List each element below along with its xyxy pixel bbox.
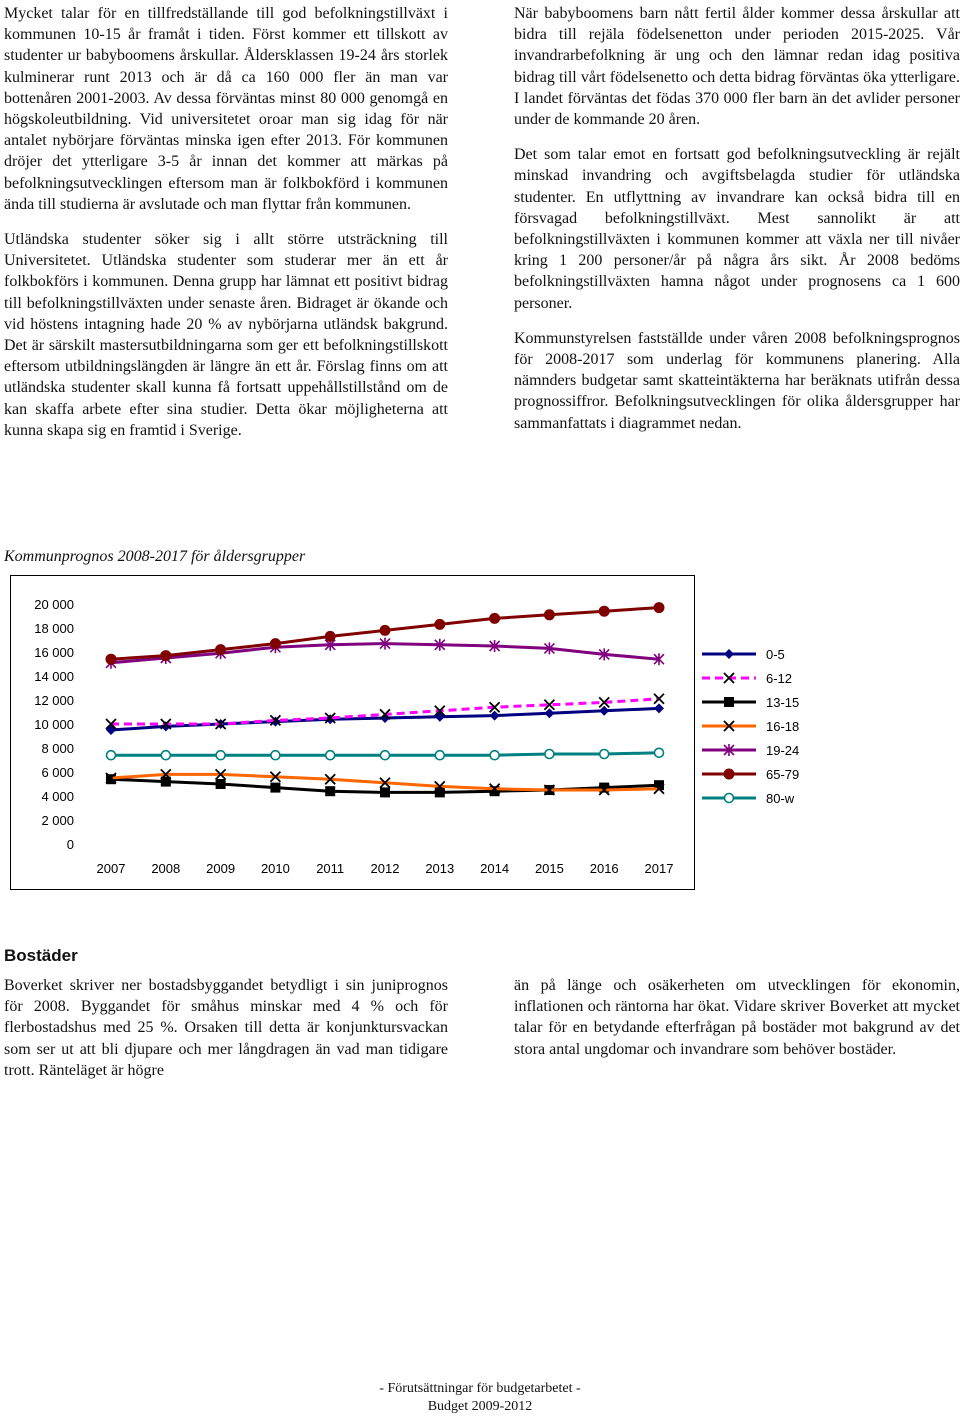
x-tick-label: 2012 [370, 861, 400, 876]
y-tick-label: 0 [66, 837, 74, 852]
legend-label-6-12: 6-12 [766, 671, 793, 686]
legend-marker-65-79 [724, 769, 735, 780]
data-point-13-15 [270, 783, 280, 793]
data-point-13-15 [380, 787, 390, 797]
x-tick-label: 2009 [206, 861, 236, 876]
right-paragraph-3: Kommunstyrelsen fastställde under våren 2008 befolkningsprognos för 2008-2017 som underlag för kommunens planering. Alla nämnders budgetar samt skatteintäkterna har beräknats utifrån dessa prognossiffror. Befolkningsutvecklingen för olika åldersgrupper har sammanfattats i diagrammet nedan. [514, 329, 960, 432]
data-point-65-79 [325, 631, 336, 642]
data-point-0-5 [654, 703, 664, 713]
y-tick-label: 20 000 [34, 597, 74, 612]
section-right-column [514, 975, 960, 1074]
data-point-65-79 [489, 613, 500, 624]
left-paragraph-2: Utländska studenter söker sig i allt större utsträckning till Universitetet. Utländska studenter som studerar mer än ett år folkbokförs i kommunen. Denna grupp har lämnat ett positivt bidrag till befolkningstillväxten under senaste åren. Bidraget är ökande och vid höstens intagning hade 20 % av nybörjarna utländsk bakgrund. Det är särskilt mastersutbildningarna som ger ett befolkningstillskott eftersom utbildningslängden är längre än ett år. Förslag finns om att utländska studenter skall kunna få fortsatt uppehållstillstånd om de kan skaffa arbete efter sina studier. Detta ökar möjligheterna att kunna skapa sig en framtid i Sverige. [4, 231, 448, 439]
data-point-80-w [655, 748, 664, 757]
legend-marker-13-15 [724, 697, 734, 707]
data-point-80-w [435, 751, 444, 760]
data-point-80-w [381, 751, 390, 760]
legend-label-65-79: 65-79 [766, 767, 800, 782]
data-point-65-79 [160, 650, 171, 661]
chart-caption: Kommunprognos 2008-2017 för åldersgrupper [4, 548, 306, 565]
y-tick-label: 14 000 [34, 669, 74, 684]
data-point-80-w [490, 751, 499, 760]
y-tick-label: 8 000 [41, 741, 74, 756]
y-tick-label: 16 000 [34, 645, 74, 660]
data-point-80-w [161, 751, 170, 760]
data-point-65-79 [106, 654, 117, 665]
section-title: Bostäder [4, 946, 78, 965]
x-tick-label: 2011 [316, 861, 345, 876]
chart-frame [10, 575, 695, 890]
legend-label-16-18: 16-18 [766, 719, 800, 734]
data-point-80-w [107, 751, 116, 760]
y-tick-label: 18 000 [34, 621, 74, 636]
data-point-80-w [545, 750, 554, 759]
right-text-column [514, 3, 960, 448]
data-point-0-5 [490, 711, 500, 721]
legend-label-19-24: 19-24 [766, 743, 800, 758]
x-tick-label: 2017 [644, 861, 674, 876]
data-point-65-79 [215, 644, 226, 655]
x-tick-label: 2007 [96, 861, 126, 876]
data-point-65-79 [434, 619, 445, 630]
x-tick-label: 2016 [589, 861, 619, 876]
x-tick-label: 2010 [260, 861, 290, 876]
left-paragraph-1: Mycket talar för en tillfredställande till god befolkningstillväxt i kommunen 10-15 år framåt i tiden. Först kommer ett tillskott av studenter ur babyboomens årskullar. Åldersklassen 19-24 års storlek kulminerar runt 2013 och är då ca 160 000 fler än man var bottenåren 2001-2003. Av dessa förväntas minst 80 000 genomgå en högskoleutbildning. Vid universitetet oroar man sig idag för när antalet nybörjare förväntas minska igen efter 2013. För kommunen dröjer det ytterligare 3-5 år innan det kommer att märkas på befolkningsutvecklingen eftersom man är folkbokförd i kommunen ända till studierna är avslutade och man flyttar från kommunen. [4, 5, 448, 213]
y-tick-label: 6 000 [41, 765, 74, 780]
data-point-80-w [326, 751, 335, 760]
legend-label-80-w: 80-w [766, 791, 795, 806]
y-tick-label: 2 000 [41, 813, 74, 828]
chart-legend [700, 640, 950, 830]
x-tick-label: 2014 [480, 861, 510, 876]
data-point-65-79 [544, 609, 555, 620]
data-point-0-5 [599, 706, 609, 716]
line-chart [11, 576, 696, 891]
x-tick-label: 2013 [425, 861, 455, 876]
y-tick-label: 4 000 [41, 789, 74, 804]
page-footer [0, 1380, 960, 1416]
footer-line-2: Budget 2009-2012 [427, 1399, 533, 1414]
data-point-80-w [600, 750, 609, 759]
section-right-text: än på länge och osäkerheten om utvecklingen för ekonomin, inflationen och räntorna har ökat. Vidare skriver Boverket att mycket talar för en betydande efterfrågan på bostäder mot bakgrund av det stora antal ungdomar och invandrare som behöver bostäder. [514, 977, 960, 1058]
data-point-80-w [216, 751, 225, 760]
data-point-65-79 [270, 638, 281, 649]
data-point-65-79 [380, 625, 391, 636]
data-point-80-w [271, 751, 280, 760]
data-point-13-15 [216, 779, 226, 789]
legend-marker-80-w [725, 794, 734, 803]
right-paragraph-2: Det som talar emot en fortsatt god befolkningsutveckling är rejält minskad invandring och avgiftsbelagda studier för utländska studenter. En utflyttning av invandrare kan också bidra till en försvagad befolkningstillväxt. Mest sannolikt är att befolkningstillväxten i kommunen kommer att växla ner till nivåer kring 1 200 personer/år på några års sikt. År 2008 bedöms befolkningstillväxten hamna något under prognosens ca 1 600 personer. [514, 146, 960, 312]
y-tick-label: 12 000 [34, 693, 74, 708]
legend-label-13-15: 13-15 [766, 695, 800, 710]
data-point-0-5 [544, 708, 554, 718]
section-left-column [4, 975, 448, 1095]
right-paragraph-1: När babyboomens barn nått fertil ålder kommer dessa årskullar att bidra till rejäla födelsenetton under perioden 2015-2025. Vår invandrarbefolkning är ung och den lämnar redan idag positiva bidrag till vårt födelsenetto och detta bidrag förväntas öka ytterligare. I landet förväntas det födas 370 000 fler barn än det avlider personer under de kommande 20 åren. [514, 5, 960, 129]
legend-marker-0-5 [724, 649, 734, 659]
data-point-65-79 [654, 602, 665, 613]
data-point-13-15 [325, 786, 335, 796]
x-tick-label: 2015 [534, 861, 564, 876]
x-tick-label: 2008 [151, 861, 181, 876]
left-text-column [4, 3, 448, 455]
y-tick-label: 10 000 [34, 717, 74, 732]
data-point-6-12 [654, 694, 664, 704]
section-left-text: Boverket skriver ner bostadsbyggandet betydligt i sin juniprognos för 2008. Byggandet för småhus minskar med 4 % och för flerbostadshus med 25 %. Orsaken till detta är konjunktursvackan som ser ut att bli djupare och mer långdragen än vad man tidigare trott. Ränteläget är högre [4, 977, 448, 1079]
footer-line-1: - Förutsättningar för budgetarbetet - [379, 1381, 581, 1396]
data-point-65-79 [599, 606, 610, 617]
legend-label-0-5: 0-5 [766, 647, 785, 662]
